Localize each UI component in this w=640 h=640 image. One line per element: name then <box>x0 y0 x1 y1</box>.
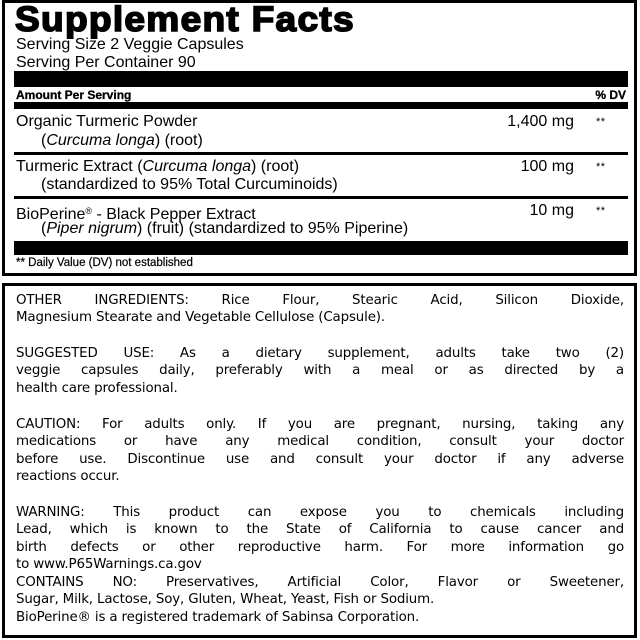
supplement-facts-panel <box>2 0 637 276</box>
other-ingredients-paragraph: OTHER INGREDIENTS: Rice Flour, Stearic Acid, Silicon Dioxide, Magnesium Stearate and Vegetable Cellulose (Capsule). <box>16 293 624 326</box>
servings-per-container: Serving Per Container 90 <box>16 54 196 71</box>
ingredient-amount: 1,400 mg <box>507 113 574 130</box>
thick-divider <box>14 241 628 255</box>
row-divider <box>14 196 628 199</box>
ingredient-source: (Piper nigrum) (fruit) (standardized to 95% Piperine) <box>41 220 409 237</box>
panel-title: Supplement Facts <box>15 0 355 39</box>
suggested-use-paragraph: SUGGESTED USE: As a dietary supplement, adults take two (2) veggie capsules daily, preferably with a meal or as directed by a health care professional. <box>16 346 624 396</box>
ingredient-dv: ** <box>596 205 606 217</box>
serving-size: Serving Size 2 Veggie Capsules <box>16 36 244 53</box>
dv-header: % DV <box>595 88 626 102</box>
ingredient-amount: 100 mg <box>520 158 574 175</box>
thick-divider <box>14 71 628 87</box>
ingredient-name: Organic Turmeric Powder <box>16 113 198 130</box>
row-divider <box>14 152 628 155</box>
dv-footnote: ** Daily Value (DV) not established <box>16 257 193 269</box>
ingredient-source: (Curcuma longa) (root) <box>41 132 203 149</box>
caution-paragraph: CAUTION: For adults only. If you are pregnant, nursing, taking any medications or have any medical condition, consult your doctor before use. Discontinue use and consult your doctor if any adverse reactions occur. <box>16 417 624 485</box>
ingredient-dv: ** <box>596 161 606 173</box>
product-info-panel <box>2 283 637 638</box>
contains-no-paragraph: CONTAINS NO: Preservatives, Artificial Color, Flavor or Sweetener, Sugar, Milk, Lactose, Soy, Gluten, Wheat, Yeast, Fish or Sodium. <box>16 575 624 608</box>
ingredient-dv: ** <box>596 116 606 128</box>
ingredient-standardization: (standardized to 95% Total Curcuminoids) <box>41 176 338 193</box>
trademark-paragraph: BioPerine® is a registered trademark of Sabinsa Corporation. <box>16 610 420 625</box>
prop65-warning-paragraph: WARNING: This product can expose you to chemicals including Lead, which is known to the State of California to cause cancer and birth defects or other reproductive harm. For more information go to www.P65Warnings.ca.gov <box>16 505 624 573</box>
amount-per-serving-label: Amount Per Serving <box>16 88 132 102</box>
amount-per-serving-header <box>16 88 628 102</box>
ingredient-name: Turmeric Extract (Curcuma longa) (root) <box>16 158 300 175</box>
registered-mark: ® <box>85 206 93 216</box>
ingredient-amount: 10 mg <box>529 202 574 219</box>
medium-divider <box>14 102 628 109</box>
ingredient-name: BioPerine® - Black Pepper Extract <box>16 206 256 223</box>
